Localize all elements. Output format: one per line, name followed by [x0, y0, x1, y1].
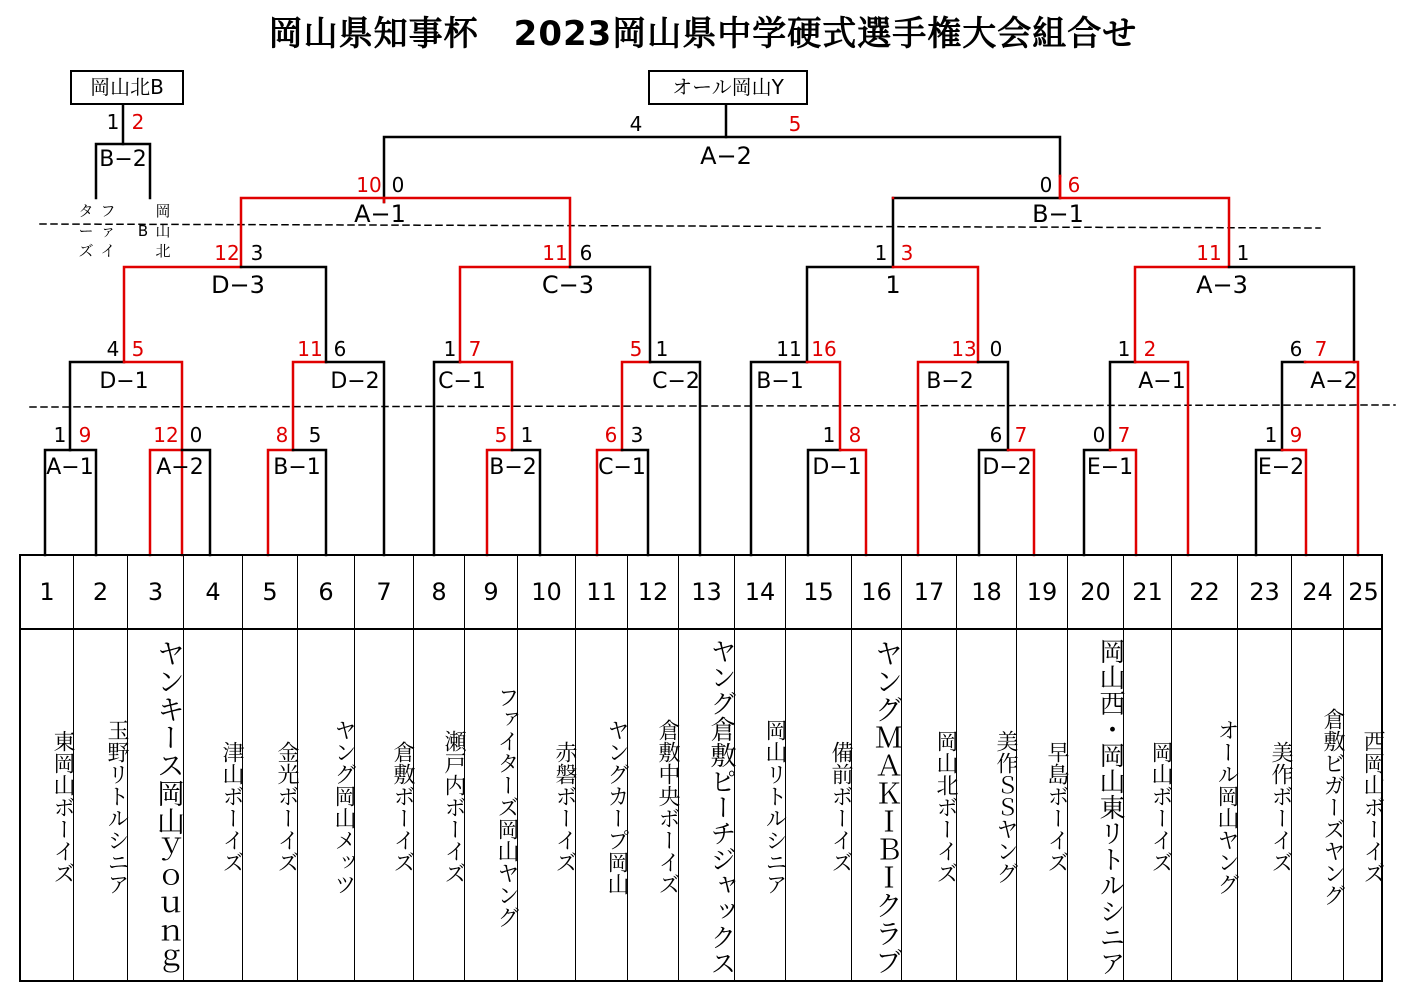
- team-name: 倉敷中央ボーイズ: [655, 719, 680, 895]
- r2-6-score-right: 0: [989, 337, 1003, 361]
- prelim-team-left-col1b: ー: [78, 222, 94, 240]
- r1-5-score-left: 6: [604, 423, 618, 447]
- r2-1-label: D−1: [99, 369, 149, 394]
- divider-line-lower: [30, 405, 1395, 407]
- team-column: [1171, 556, 1237, 980]
- prelim-team-right: [138, 202, 171, 260]
- team-name: ヤングカープ岡山: [604, 719, 629, 895]
- r1-9-score-right: 9: [1289, 423, 1303, 447]
- team-column: [851, 556, 904, 980]
- prelim-label: B−2: [99, 147, 147, 172]
- team-column: [297, 556, 354, 980]
- team-name: 瀬戸内ボーイズ: [441, 730, 466, 884]
- r2-6-label: B−2: [926, 369, 974, 394]
- team-name: 金光ボーイズ: [274, 741, 299, 873]
- r1-7-score-right: 7: [1014, 423, 1028, 447]
- r2-2-score-left: 11: [297, 337, 323, 361]
- semi-right-score-left: 0: [1039, 173, 1053, 197]
- r2-2-score-right: 6: [333, 337, 347, 361]
- prelim-team-right-b: B: [137, 222, 149, 240]
- r2-5-label: B−1: [756, 369, 804, 394]
- team-column: [785, 556, 851, 980]
- r2-3-score-left: 1: [443, 337, 457, 361]
- semi-right-label: B−1: [1032, 200, 1084, 228]
- r3-2-score-right: 6: [579, 241, 593, 265]
- team-name: ヤンキース岡山ｙｏｕｎｇ: [153, 639, 186, 975]
- r1-2-score-left: 12: [153, 423, 179, 447]
- r1-6-score-left: 1: [822, 423, 836, 447]
- team-name: 岡山西・岡山東リトルシニア: [1095, 638, 1125, 976]
- r1-4-score-left: 5: [494, 423, 508, 447]
- team-name: 倉敷ボーイズ: [390, 741, 415, 873]
- semi-right-score-right: 6: [1067, 173, 1081, 197]
- r2-7-score-right: 2: [1143, 337, 1157, 361]
- semi-left-score-left: 10: [356, 173, 382, 197]
- team-number: 7: [355, 556, 413, 630]
- team-column: [1123, 556, 1171, 980]
- r2-6-score-left: 13: [951, 337, 977, 361]
- team-name: 早島ボーイズ: [1044, 741, 1069, 873]
- team-name: 美作ＳＳヤング: [993, 730, 1018, 884]
- r2-1-score-right: 5: [131, 337, 145, 361]
- r3-2-score-left: 11: [542, 241, 568, 265]
- team-name: 岡山リトルシニア: [762, 719, 787, 895]
- r2-2-label: D−2: [330, 369, 380, 394]
- r1-3-label: B−1: [273, 455, 321, 480]
- team-name: 西岡山ボーイズ: [1360, 730, 1385, 884]
- r1-8-score-right: 7: [1117, 423, 1131, 447]
- team-column: [464, 556, 517, 980]
- team-number: 25: [1344, 556, 1383, 630]
- team-table: [19, 554, 1383, 982]
- team-number: 13: [679, 556, 734, 630]
- team-number: 11: [576, 556, 627, 630]
- r1-7-label: D−2: [982, 455, 1032, 480]
- seed-box-left-label: 岡山北B: [90, 75, 164, 99]
- team-column: [901, 556, 956, 980]
- final-label: A−2: [700, 142, 752, 170]
- team-number: 8: [414, 556, 464, 630]
- r1-8-score-left: 0: [1092, 423, 1106, 447]
- team-number: 24: [1292, 556, 1343, 630]
- r2-8-score-left: 6: [1289, 337, 1303, 361]
- team-column: [627, 556, 678, 980]
- team-number: 16: [852, 556, 901, 630]
- prelim-team-left-col2: フ: [100, 202, 116, 220]
- prelim-score-left: 1: [106, 110, 120, 134]
- r1-9-score-left: 1: [1264, 423, 1278, 447]
- team-name: オール岡山ヤング: [1214, 719, 1239, 895]
- team-name: ヤング倉敷ピーチジャックス: [706, 638, 736, 976]
- team-column: [242, 556, 297, 980]
- r2-3-score-right: 7: [468, 337, 482, 361]
- r1-2-label: A−2: [156, 455, 204, 480]
- team-name: 美作ボーイズ: [1268, 741, 1293, 873]
- team-column: [734, 556, 785, 980]
- team-number: 14: [735, 556, 785, 630]
- team-column: [575, 556, 627, 980]
- prelim-team-right-1: 岡: [155, 202, 171, 220]
- team-number: 20: [1068, 556, 1123, 630]
- page-title: 岡山県知事杯 2023岡山県中学硬式選手権大会組合せ: [268, 14, 1138, 54]
- r2-4-score-right: 1: [655, 337, 669, 361]
- r2-7-score-left: 1: [1117, 337, 1131, 361]
- r3-2-label: C−3: [541, 271, 595, 299]
- r3-1-score-right: 3: [250, 241, 264, 265]
- team-column: [183, 556, 242, 980]
- team-column: [517, 556, 575, 980]
- r2-8-label: A−2: [1310, 369, 1358, 394]
- r1-4-label: B−2: [489, 455, 537, 480]
- team-number: 9: [465, 556, 517, 630]
- prelim-team-left-col2c: イ: [100, 242, 116, 260]
- team-column: [1016, 556, 1067, 980]
- r1-5-label: C−1: [598, 455, 646, 480]
- r2-4-label: C−2: [652, 369, 700, 394]
- divider-line-upper: [40, 224, 1320, 228]
- team-column: [678, 556, 734, 980]
- team-name: ファイターズ岡山ヤング: [494, 686, 519, 928]
- team-name: 津山ボーイズ: [219, 741, 244, 873]
- r1-6-label: D−1: [812, 455, 862, 480]
- team-number: 18: [957, 556, 1016, 630]
- team-name: ヤング岡山メッツ: [331, 719, 356, 895]
- team-name: 赤磐ボーイズ: [552, 741, 577, 873]
- r2-1-score-left: 4: [106, 337, 120, 361]
- team-number: 6: [298, 556, 354, 630]
- r2-8-score-right: 7: [1314, 337, 1328, 361]
- team-column: [1067, 556, 1123, 980]
- team-column: [73, 556, 127, 980]
- r1-3-score-right: 5: [308, 423, 322, 447]
- seed-box-left: [70, 70, 184, 105]
- r1-2-score-right: 0: [189, 423, 203, 447]
- team-number: 1: [21, 556, 73, 630]
- team-name: 岡山北ボーイズ: [933, 730, 958, 884]
- team-column: [1237, 556, 1291, 980]
- seed-box-top-label: オール岡山Y: [672, 75, 784, 99]
- r1-4-score-right: 1: [520, 423, 534, 447]
- r3-3-score-left: 1: [874, 241, 888, 265]
- prelim-team-left-col1: タ: [78, 202, 94, 220]
- r1-3-score-left: 8: [275, 423, 289, 447]
- team-name: 玉野リトルシニア: [104, 719, 129, 895]
- team-number: 4: [184, 556, 242, 630]
- prelim-team-left: [78, 202, 115, 260]
- r1-5-score-right: 3: [630, 423, 644, 447]
- final-score-right: 5: [788, 112, 802, 136]
- team-number: 3: [128, 556, 183, 630]
- team-number: 5: [243, 556, 297, 630]
- r3-1-label: D−3: [211, 271, 265, 299]
- r3-3-label: 1: [885, 271, 901, 299]
- r2-3-label: C−1: [438, 369, 486, 394]
- team-number: 10: [518, 556, 575, 630]
- r3-4-score-right: 1: [1236, 241, 1250, 265]
- r3-3-score-right: 3: [900, 241, 914, 265]
- team-column: [1343, 556, 1383, 980]
- team-name: 備前ボーイズ: [828, 741, 853, 873]
- team-number: 17: [902, 556, 956, 630]
- r2-4-score-left: 5: [629, 337, 643, 361]
- semi-left-score-right: 0: [391, 173, 405, 197]
- team-number: 2: [74, 556, 127, 630]
- team-number: 19: [1017, 556, 1067, 630]
- semi-left-label: A−1: [354, 200, 406, 228]
- seed-box-top: [648, 70, 808, 105]
- r2-5-score-left: 11: [776, 337, 802, 361]
- final-score-left: 4: [629, 112, 643, 136]
- team-column: [21, 556, 73, 980]
- prelim-team-right-2: 山: [155, 222, 171, 240]
- r3-4-label: A−3: [1196, 271, 1248, 299]
- r2-5-score-right: 16: [811, 337, 837, 361]
- team-column: [127, 556, 186, 980]
- team-name: ヤングＭＡＫＩＢＩクラブ: [871, 639, 904, 975]
- r1-9-label: E−2: [1257, 455, 1305, 480]
- r2-7-label: A−1: [1138, 369, 1186, 394]
- team-number: 12: [628, 556, 678, 630]
- team-number: 23: [1238, 556, 1291, 630]
- team-column: [1291, 556, 1343, 980]
- prelim-score-right: 2: [131, 110, 145, 134]
- r1-6-score-right: 8: [848, 423, 862, 447]
- prelim-team-left-col2b: ァ: [100, 222, 116, 240]
- r1-1-score-left: 1: [53, 423, 67, 447]
- r1-7-score-left: 6: [989, 423, 1003, 447]
- prelim-team-right-3: 北: [155, 242, 171, 260]
- r1-1-label: A−1: [46, 455, 94, 480]
- team-column: [354, 556, 413, 980]
- team-number: 22: [1172, 556, 1237, 630]
- team-name: 東岡山ボーイズ: [50, 730, 75, 884]
- team-name: 倉敷ビガーズヤング: [1320, 708, 1345, 906]
- r1-8-label: E−1: [1086, 455, 1134, 480]
- team-column: [413, 556, 464, 980]
- r3-4-score-left: 11: [1196, 241, 1222, 265]
- r3-1-score-left: 12: [214, 241, 240, 265]
- r1-1-score-right: 9: [78, 423, 92, 447]
- team-column: [956, 556, 1016, 980]
- team-number: 21: [1124, 556, 1171, 630]
- team-number: 15: [786, 556, 851, 630]
- team-name: 岡山ボーイズ: [1148, 741, 1173, 873]
- prelim-team-left-col1c: ズ: [78, 242, 94, 260]
